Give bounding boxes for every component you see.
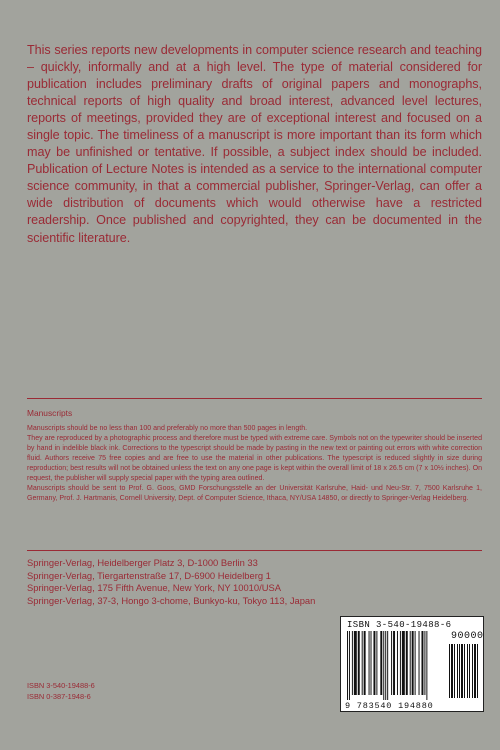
ean-barcode-icon (347, 631, 447, 701)
isbn-list (27, 680, 95, 702)
address-heidelberg: Springer-Verlag, Tiergartenstraße 17, D-6900 Heidelberg 1 (27, 569, 271, 581)
address-tokyo: Springer-Verlag, 37-3, Hongo 3-chome, Bunkyo-ku, Tokyo 113, Japan (27, 594, 316, 606)
series-description: This series reports new developments in computer science research and teaching – quickly, informally and at a high level. The type of material considered for publication includes preliminary drafts of original papers and monographs, technical reports of high quality and broad interest, advanced level lectures, reports of meetings, provided they are of exceptional interest and focused on a single topic. The timeliness of a manuscript is more important than its form which may be unfinished or tentative. If possible, a subject index should be included. Publication of Lecture Notes is intended as a service to the international computer science community, in that a commercial publisher, Springer-Verlag, can offer a wide distribution of documents which would otherwise have a restricted readership. Once published and copyrighted, they can be documented in the scientific literature. (27, 43, 482, 245)
manuscripts-guidelines (27, 424, 482, 504)
addon-barcode-icon (449, 644, 481, 701)
barcode-digits: 9 783540 194880 (345, 701, 434, 711)
manuscripts-paragraph-submission: Manuscripts should be sent to Prof. G. Goos, GMD Forschungsstelle an der Universität Karlsruhe, Haid- und Neu-Str. 7, 7500 Karlsruhe 1, Germany, Prof. J. Hartmanis, Cornell University, Dept. of Computer Science, Ithaca, NY/USA 14850, or directly to Springer-Verlag Heidelberg. (27, 485, 482, 503)
divider-middle (27, 550, 482, 551)
address-berlin: Springer-Verlag, Heidelberger Platz 3, D-1000 Berlin 33 (27, 557, 258, 568)
isbn-springer-new-york: ISBN 0-387-1948-6 (27, 692, 91, 701)
address-new-york: Springer-Verlag, 175 Fifth Avenue, New York, NY 10010/USA (27, 582, 281, 594)
divider-top (27, 398, 482, 399)
manuscripts-paragraph-length: Manuscripts should be no less than 100 and preferably no more than 500 pages in length. (27, 425, 308, 432)
manuscripts-heading: Manuscripts (27, 408, 73, 418)
barcode-addon-code: 90000 (451, 631, 484, 642)
publisher-addresses (27, 557, 487, 607)
manuscripts-paragraph-typing: They are reproduced by a photographic process and therefore must be typed with extreme care. Symbols not on the typewriter should be inserted by hand in indelible black ink. Corrections to the typescript should be made by pasting in the new text or painting out errors with white correction fluid. Authors receive 75 free copies and are free to use the material in other publications. The typescript is reduced slightly in size during reproduction; best results will not be obtained unless the text on any one page is kept within the overall limit of 18 x 26.5 cm (7 x 10½ inches). On request, the publisher will supply special paper with the typing area outlined. (27, 435, 482, 483)
barcode-block (340, 616, 484, 712)
barcode-isbn-label: ISBN 3-540-19488-6 (347, 620, 452, 630)
isbn-springer-berlin: ISBN 3-540-19488-6 (27, 681, 95, 690)
